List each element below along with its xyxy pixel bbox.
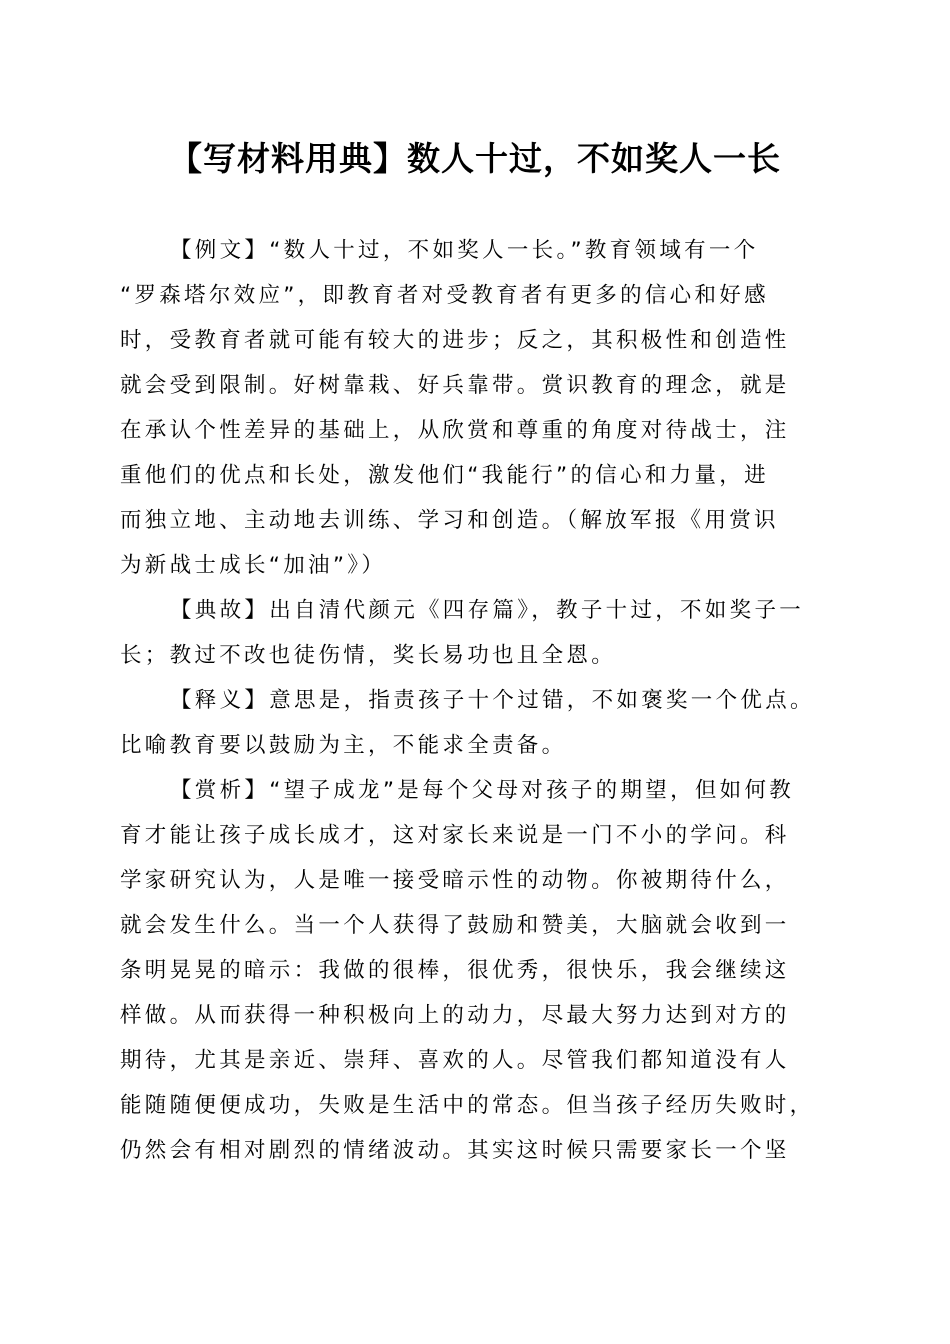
section-allusion (120, 588, 822, 678)
paragraph-line: 仍然会有相对剧烈的情绪波动。其实这时候只需要家长一个坚 (120, 1138, 790, 1163)
paragraph-line: 长；教过不改也徒伤情，奖长易功也且全恩。 (120, 643, 617, 668)
paragraph-line (120, 228, 822, 273)
line-text: 出自清代颜元《四存篇》，教子十过，不如奖子一 (269, 598, 805, 623)
document-body (120, 228, 822, 1173)
paragraph-line: 学家研究认为，人是唯一接受暗示性的动物。你被期待什么， (120, 868, 790, 893)
paragraph-line: 为新战士成长“加油”》） (120, 553, 387, 578)
section-meaning (120, 678, 822, 768)
paragraph-line (120, 768, 822, 813)
paragraph-line: 在承认个性差异的基础上，从欣赏和尊重的角度对待战士，注 (120, 418, 790, 443)
paragraph-line (120, 588, 822, 633)
document-title: 【写材料用典】数人十过，不如奖人一长 (169, 139, 781, 178)
section-analysis (120, 768, 822, 1173)
paragraph-line: 就会发生什么。当一个人获得了鼓励和赞美，大脑就会收到一 (120, 913, 790, 938)
paragraph-line: 条明晃晃的暗示：我做的很棒，很优秀，很快乐，我会继续这 (120, 958, 790, 983)
paragraph-line: 样做。从而获得一种积极向上的动力，尽最大努力达到对方的 (120, 1003, 790, 1028)
section-example (120, 228, 822, 588)
line-text: “望子成龙”是每个父母对孩子的期望，但如何教 (269, 778, 795, 803)
paragraph-line: 而独立地、主动地去训练、学习和创造。（解放军报《用赏识 (120, 508, 779, 533)
paragraph-line: 育才能让孩子成长成才，这对家长来说是一门不小的学问。科 (120, 823, 790, 848)
line-text: “数人十过，不如奖人一长。”教育领域有一个 (269, 238, 759, 263)
paragraph-line: 期待，尤其是亲近、崇拜、喜欢的人。尽管我们都知道没有人 (120, 1048, 790, 1073)
paragraph-line: 能随随便便成功，失败是生活中的常态。但当孩子经历失败时， (120, 1093, 815, 1118)
paragraph-line: 重他们的优点和长处，激发他们“我能行”的信心和力量，进 (120, 463, 769, 488)
section-tag: 【赏析】 (170, 778, 270, 803)
section-tag: 【例文】 (170, 238, 270, 263)
paragraph-line: “罗森塔尔效应”，即教育者对受教育者有更多的信心和好感 (120, 283, 769, 308)
paragraph-line: 就会受到限制。好树靠栽、好兵靠带。赏识教育的理念，就是 (120, 373, 790, 398)
paragraph-line: 时，受教育者就可能有较大的进步；反之，其积极性和创造性 (120, 328, 790, 353)
section-tag: 【典故】 (170, 598, 270, 623)
line-text: 意思是，指责孩子十个过错，不如褒奖一个优点。 (269, 688, 815, 713)
section-tag: 【释义】 (170, 688, 270, 713)
paragraph-line (120, 678, 822, 723)
paragraph-line: 比喻教育要以鼓励为主，不能求全责备。 (120, 733, 567, 758)
